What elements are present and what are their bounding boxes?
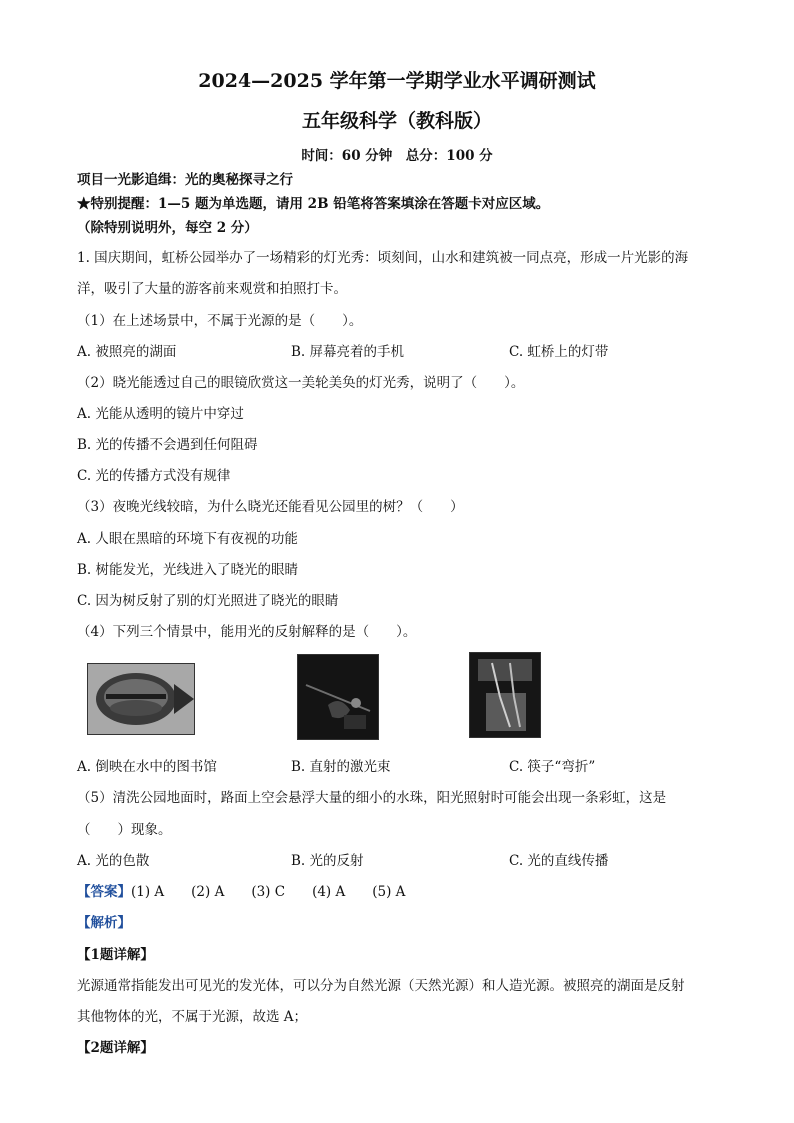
photo-chopsticks-bending	[469, 652, 541, 738]
answer-line	[77, 880, 405, 900]
exam-title: 2024—2025 学年第一学期学业水平调研测试	[198, 70, 596, 92]
q1-4-option-a: A. 倒映在水中的图书馆	[77, 759, 217, 775]
q1-5-option-c: C. 光的直线传播	[509, 853, 609, 869]
q1-4-text: （4）下列三个情景中，能用光的反射解释的是（ ）。	[77, 624, 417, 640]
detail2-label: 【2题详解】	[77, 1040, 154, 1056]
q1-5-option-b: B. 光的反射	[291, 853, 364, 869]
photo-laser-beam	[297, 654, 379, 740]
analysis-heading	[77, 911, 131, 931]
q1-1-option-b: B. 屏幕亮着的手机	[291, 344, 405, 360]
q1-1-text: （1）在上述场景中，不属于光源的是（ ）。	[77, 313, 363, 329]
photo-library-reflection	[87, 663, 195, 735]
q1-1-option-a: A. 被照亮的湖面	[77, 344, 177, 360]
scoring-note: （除特别说明外，每空 2 分）	[77, 220, 258, 236]
detail1-label: 【1题详解】	[77, 947, 154, 963]
q1-stem-line2: 洋，吸引了大量的游客前来观赏和拍照打卡。	[77, 281, 347, 297]
project-heading: 项目一光影追缉：光的奥秘探寻之行	[77, 172, 293, 188]
q1-2-option-c: C. 光的传播方式没有规律	[77, 468, 231, 484]
exam-subtitle: 五年级科学（教科版）	[301, 110, 492, 132]
detail1-line2: 其他物体的光，不属于光源，故选 A；	[77, 1009, 308, 1025]
q1-1-option-c: C. 虹桥上的灯带	[509, 344, 609, 360]
q1-3-option-c: C. 因为树反射了别的灯光照进了晓光的眼睛	[77, 593, 339, 609]
analysis-label: 【解析】	[77, 915, 131, 931]
q1-3-text: （3）夜晚光线较暗，为什么晓光还能看见公园里的树？（ ）	[77, 499, 464, 515]
q1-4-option-b: B. 直射的激光束	[291, 759, 391, 775]
q1-2-option-b: B. 光的传播不会遇到任何阻碍	[77, 437, 258, 453]
detail2-heading	[77, 1036, 154, 1056]
q1-3-option-a: A. 人眼在黑暗的环境下有夜视的功能	[77, 531, 298, 547]
detail1-line1: 光源通常指能发出可见光的发光体，可以分为自然光源（天然光源）和人造光源。被照亮的湖面是反射	[77, 978, 685, 994]
special-notice: ★特别提醒：1—5 题为单选题，请用 2B 铅笔将答案填涂在答题卡对应区域。	[77, 196, 550, 212]
detail1-heading	[77, 943, 154, 963]
answer-values: (1) A (2) A (3) C (4) A (5) A	[131, 884, 406, 900]
q1-4-option-c: C. 筷子“弯折”	[509, 759, 596, 775]
q1-3-option-b: B. 树能发光，光线进入了晓光的眼睛	[77, 562, 299, 578]
q1-2-text: （2）晓光能透过自己的眼镜欣赏这一美轮美奂的灯光秀，说明了（ ）。	[77, 375, 525, 391]
q1-2-option-a: A. 光能从透明的镜片中穿过	[77, 406, 244, 422]
q1-5-text-line2: （ ）现象。	[77, 822, 172, 838]
q1-5-text-line1: （5）清洗公园地面时，路面上空会悬浮大量的细小的水珠，阳光照射时可能会出现一条彩虹，这是	[77, 790, 667, 806]
exam-meta: 时间：60 分钟 总分：100 分	[301, 148, 493, 164]
answer-label: 【答案】	[77, 884, 131, 900]
q1-5-option-a: A. 光的色散	[77, 853, 150, 869]
q1-stem-line1: 1. 国庆期间，虹桥公园举办了一场精彩的灯光秀：顷刻间，山水和建筑被一同点亮，形成一片光影的海	[77, 250, 689, 266]
